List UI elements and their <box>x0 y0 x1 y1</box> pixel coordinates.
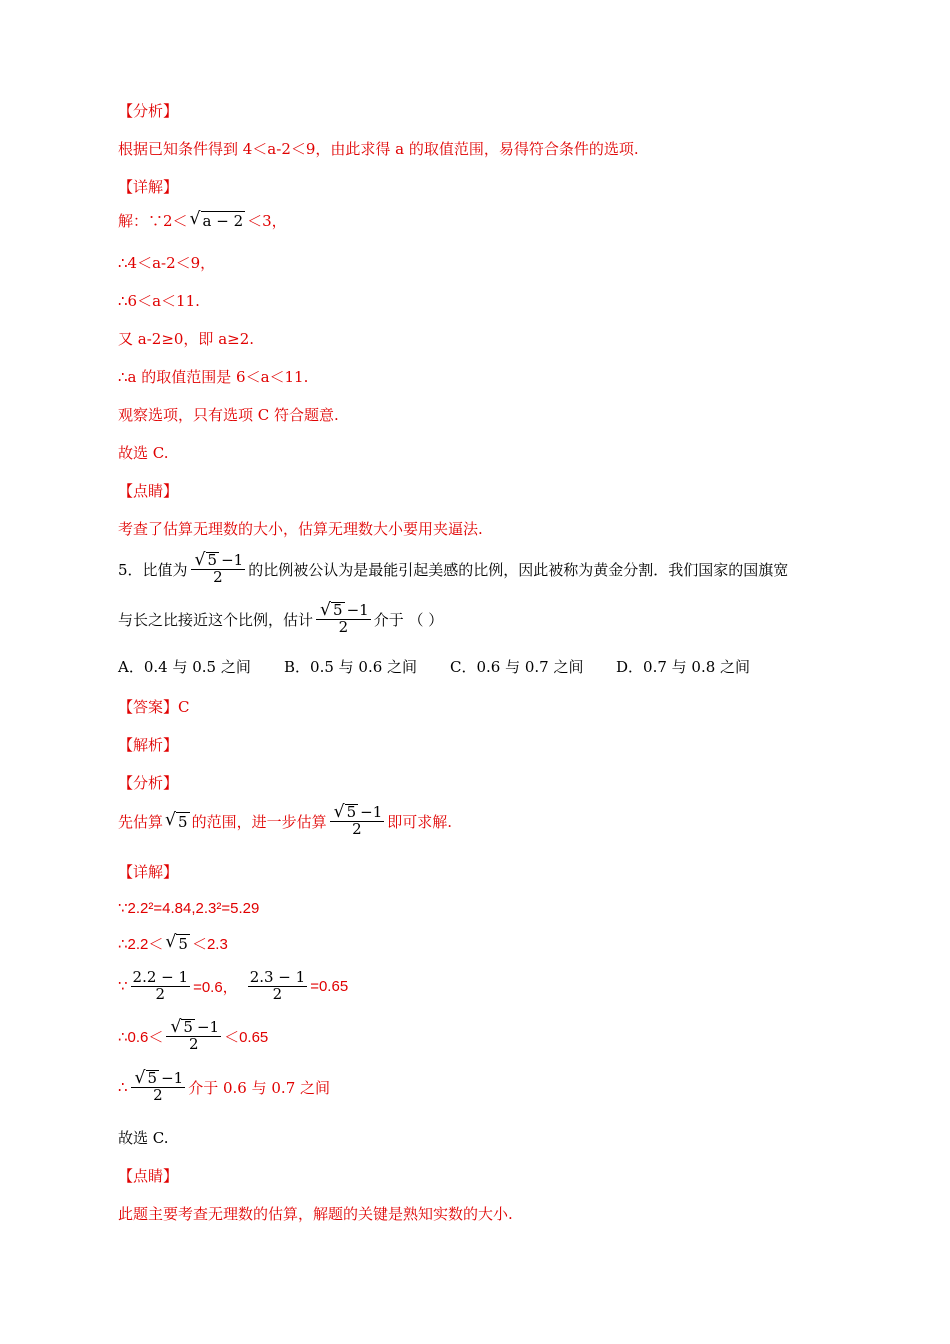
d4-prefix: ∴0.6＜ <box>118 1028 164 1046</box>
an-mid: 的范围，进一步估算 <box>191 812 327 831</box>
d3-eq2: =0.65 <box>310 977 349 995</box>
sqrt-5-b: √ 5 <box>165 932 188 953</box>
step-4: ∴a 的取值范围是 6＜a＜11. <box>118 368 309 386</box>
explain-heading: 【解析】 <box>118 736 179 754</box>
sqrt-expression: √ a − 2 <box>189 209 244 230</box>
detail-heading-1: 【详解】 <box>118 178 179 196</box>
solution-line-1 <box>118 210 287 231</box>
detail-line-2 <box>118 933 228 954</box>
d5-suffix: 介于 0.6 与 0.7 之间 <box>188 1078 331 1097</box>
golden-ratio-fraction: √ 5 −1 2 <box>191 552 246 586</box>
comment-text-1: 考查了估算无理数的大小，估算无理数大小要用夹逼法. <box>118 520 483 538</box>
comment-heading-1: 【点睛】 <box>118 482 179 500</box>
q5-l2-prefix: 与长之比接近这个比例，估计 <box>118 610 314 629</box>
fraction-2-2: $\frac{2.2 - 1}{2}$ <box>132 968 189 1003</box>
solution-suffix: ＜3， <box>247 212 287 230</box>
analysis-heading-1: 【分析】 <box>118 102 179 120</box>
golden-ratio-fraction-4: √ 5 −1 2 <box>166 1019 221 1053</box>
solution-prefix: 解：∵2＜ <box>118 212 188 230</box>
option-b: B．0.5 与 0.6 之间 <box>284 658 418 676</box>
comment-text-2: 此题主要考查无理数的估算，解题的关键是熟知实数的大小. <box>118 1205 513 1223</box>
analysis-text-2 <box>118 804 452 838</box>
golden-ratio-fraction-3: √ 5 −1 2 <box>330 804 385 838</box>
q5-l2-suffix: 介于 （ ） <box>373 610 444 629</box>
analysis-text-1: 根据已知条件得到 4＜a-2＜9，由此求得 a 的取值范围，易得符合条件的选项. <box>118 140 639 158</box>
detail-heading-2: 【详解】 <box>118 863 179 881</box>
q5-suffix: 的比例被公认为是最能引起美感的比例，因此被称为黄金分割．我们国家的国旗宽 <box>248 560 789 579</box>
q5-prefix: 5．比值为 <box>118 560 188 579</box>
d5-prefix: ∴ <box>118 1078 128 1096</box>
d2-suffix: ＜2.3 <box>191 936 228 953</box>
d4-suffix: ＜0.65 <box>224 1028 269 1046</box>
detail-line-4 <box>118 1019 268 1053</box>
detail-line-3 <box>118 970 348 1003</box>
question-5-line-1 <box>118 552 788 586</box>
step-3: 又 a-2≥0，即 a≥2. <box>118 330 255 348</box>
option-d: D．0.7 与 0.8 之间 <box>616 658 751 676</box>
golden-ratio-fraction-5: √ 5 −1 2 <box>131 1070 186 1104</box>
option-a: A．0.4 与 0.5 之间 <box>118 658 251 676</box>
fraction-2-3: $\frac{2.3 - 1}{2}$ <box>249 968 306 1003</box>
step-2: ∴6＜a＜11. <box>118 292 200 310</box>
option-c: C．0.6 与 0.7 之间 <box>450 658 584 676</box>
question-5-line-2 <box>118 602 443 636</box>
answer-line: 【答案】C <box>118 698 190 716</box>
step-1: ∴4＜a-2＜9， <box>118 254 216 272</box>
d3-prefix: ∵ <box>118 978 128 996</box>
step-6: 故选 C. <box>118 444 169 462</box>
d2-prefix: ∴2.2＜ <box>118 936 164 953</box>
an-prefix: 先估算 <box>118 812 164 831</box>
comment-heading-2: 【点睛】 <box>118 1167 179 1185</box>
sqrt-5: √ 5 <box>165 809 188 831</box>
detail-line-5 <box>118 1070 330 1104</box>
detail-line-6: 故选 C. <box>118 1129 169 1147</box>
an-suffix: 即可求解. <box>387 812 453 831</box>
detail-line-1: ∵2.2²=4.84,2.3²=5.29 <box>118 900 260 917</box>
step-5: 观察选项，只有选项 C 符合题意. <box>118 406 339 424</box>
d3-eq1: =0.6， <box>193 978 238 996</box>
answer-options <box>118 656 750 677</box>
analysis-heading-2: 【分析】 <box>118 774 179 792</box>
golden-ratio-fraction-2: √ 5 −1 2 <box>316 602 371 636</box>
